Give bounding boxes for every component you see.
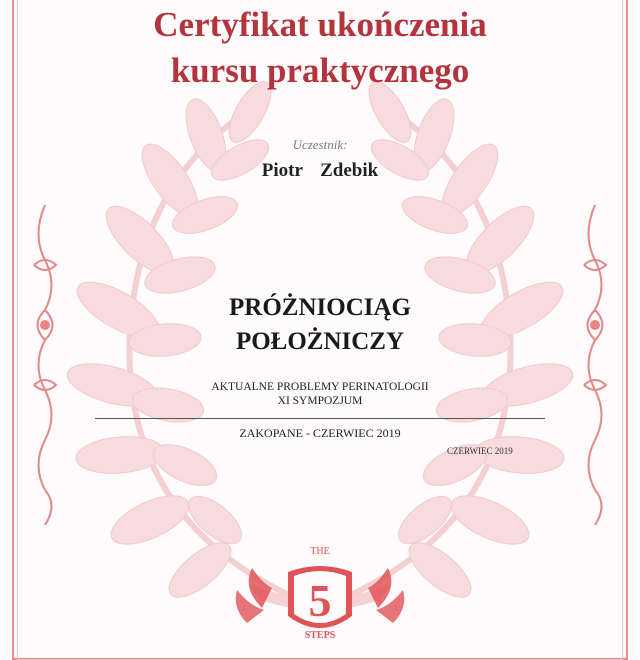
course-line-1: PRÓŻNIOCIĄG <box>229 294 411 321</box>
event-place: ZAKOPANE - CZERWIEC 2019 <box>239 426 401 440</box>
certificate-date: CZERWIEC 2019 <box>447 446 513 456</box>
event-line-2: XI SYMPOZJUM <box>277 395 363 407</box>
course-line-2: POŁOŻNICZY <box>235 328 405 355</box>
logo-top-text: THE <box>310 546 330 557</box>
logo-number: 5 <box>308 575 332 626</box>
event-line-1: AKTUALNE PROBLEMY PERINATOLOGII <box>211 381 429 393</box>
right-ornament-icon <box>576 205 614 525</box>
five-steps-logo <box>232 528 408 640</box>
divider-line <box>95 418 545 419</box>
course-title <box>0 291 640 359</box>
title-line-1: Certyfikat ukończenia <box>153 5 487 44</box>
participant-label: Uczestnik: <box>292 137 348 152</box>
certificate-title <box>0 2 640 94</box>
title-line-2: kursu praktycznego <box>170 51 470 90</box>
left-ornament-icon <box>26 205 64 525</box>
event-info <box>0 380 640 408</box>
logo-bottom-text: STEPS <box>304 630 336 640</box>
participant-name: Piotr Zdebik <box>261 160 379 181</box>
